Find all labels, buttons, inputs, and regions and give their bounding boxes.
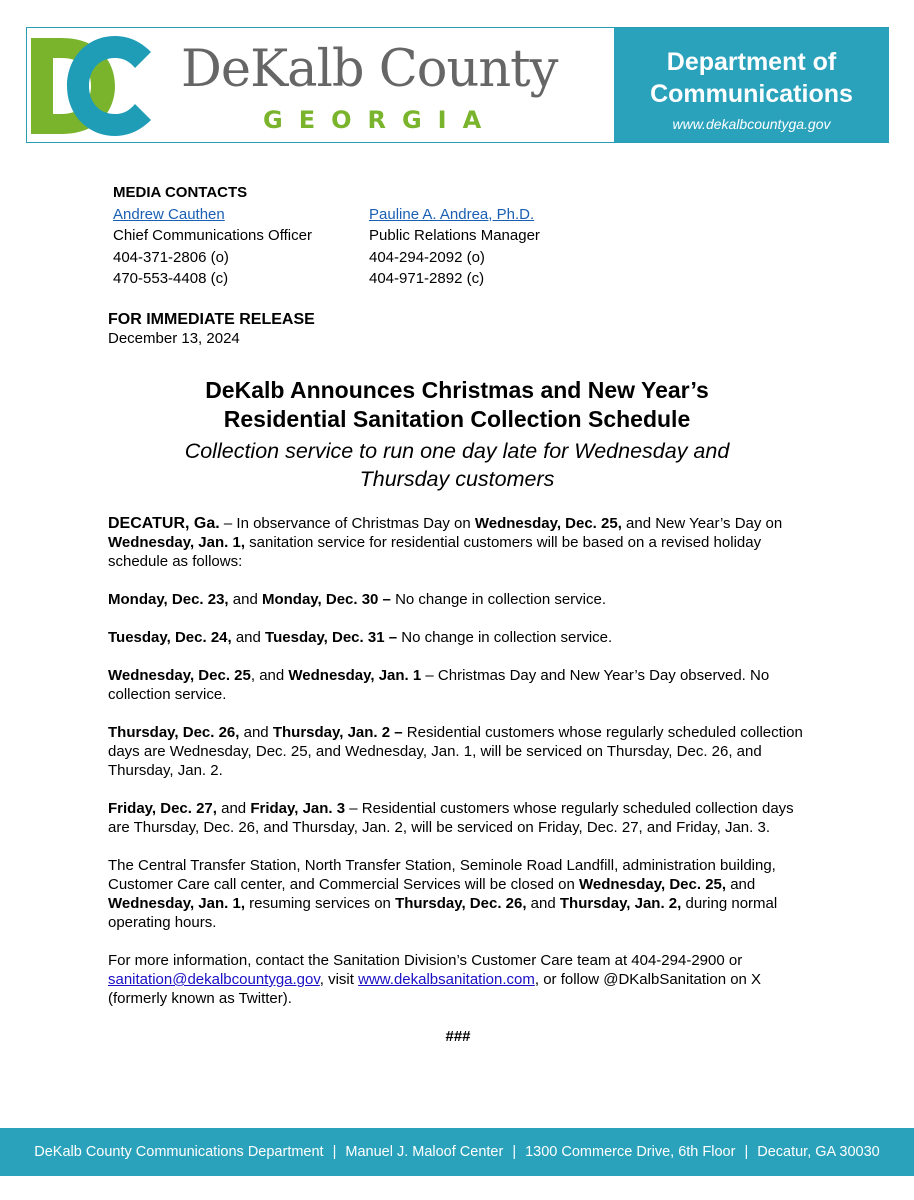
media-contacts-label: MEDIA CONTACTS <box>113 184 248 201</box>
contact-card <box>113 204 369 290</box>
county-name: DeKalb County <box>181 40 558 99</box>
contact-cell-phone: 404-971-2892 (c) <box>369 270 485 287</box>
county-logo <box>27 28 587 142</box>
schedule-item: Monday, Dec. 23, and Monday, Dec. 30 – No change in collection service. <box>108 591 607 608</box>
contact-office-phone: 404-294-2092 (o) <box>369 248 485 266</box>
headline-title <box>107 376 807 434</box>
contact-card <box>369 204 625 290</box>
letterhead <box>26 27 889 143</box>
sanitation-email-link[interactable]: sanitation@dekalbcountyga.gov <box>108 971 320 988</box>
footer-building: Manuel J. Maloof Center <box>345 1144 504 1160</box>
contact-cell-phone: 470-553-4408 (c) <box>113 270 229 287</box>
subtitle-line1: Collection service to run one day late for Wednesday and <box>184 439 730 463</box>
contact-name-link[interactable]: Andrew Cauthen <box>113 205 225 223</box>
department-banner <box>614 28 889 142</box>
headline <box>107 376 807 493</box>
subtitle-line2: Thursday customers <box>359 467 555 491</box>
media-contacts <box>113 182 625 290</box>
headline-line2: Residential Sanitation Collection Schedule <box>223 406 691 432</box>
department-title-line2: Communications <box>650 80 853 108</box>
intro-paragraph: DECATUR, Ga. – In observance of Christmas Day on Wednesday, Dec. 25, and New Year’s Day on Wednesday, Jan. 1, sanitation service for residential customers will be based on a revised holiday schedule as follows: <box>108 515 783 570</box>
release-info <box>108 310 315 348</box>
contact-name-link[interactable]: Pauline A. Andrea, Ph.D. <box>369 205 535 223</box>
end-mark: ### <box>445 1028 471 1045</box>
closures-paragraph: The Central Transfer Station, North Transfer Station, Seminole Road Landfill, administration building, Customer Care call center, and Commercial Services will be closed on Wednesday, Dec. 25, and Wednesday, Jan. 1, resuming services on Thursday, Dec. 26, and Thursday, Jan. 2, during normal operating hours. <box>108 857 778 931</box>
dc-logo-icon <box>31 34 153 136</box>
schedule-item: Friday, Dec. 27, and Friday, Jan. 3 – Residential customers whose regularly scheduled collection days are Thursday, Dec. 26, and Thursday, Jan. 2, will be serviced on Friday, Dec. 27, and Friday, Jan. 3. <box>108 800 794 836</box>
department-title <box>614 46 889 110</box>
schedule-item: Tuesday, Dec. 24, and Tuesday, Dec. 31 – No change in collection service. <box>108 629 613 646</box>
schedule-item: Thursday, Dec. 26, and Thursday, Jan. 2 – Residential customers whose regularly scheduled collection days are Wednesday, Dec. 25, and Wednesday, Jan. 1, will be serviced on Thursday, Dec. 26, and Thursday, Jan. 2. <box>108 724 803 779</box>
headline-line1: DeKalb Announces Christmas and New Year’s <box>205 377 709 403</box>
department-title-line1: Department of <box>666 48 837 76</box>
article-body <box>108 514 808 1046</box>
dateline: DECATUR, Ga. <box>108 515 220 532</box>
footer-separator: | <box>332 1144 337 1160</box>
footer-city: Decatur, GA 30030 <box>757 1144 880 1160</box>
footer-separator: | <box>512 1144 517 1160</box>
footer-separator: | <box>744 1144 749 1160</box>
release-label: FOR IMMEDIATE RELEASE <box>108 311 315 328</box>
info-paragraph: For more information, contact the Sanitation Division’s Customer Care team at 404-294-2900 or sanitation@dekalbcountyga.gov, visit www.dekalbsanitation.com, or follow @DKalbSanitation on X (formerly known as Twitter). <box>108 952 762 1007</box>
state-name: GEORGIA <box>263 106 498 134</box>
footer-bar <box>0 1128 914 1176</box>
department-website: www.dekalbcountyga.gov <box>672 116 831 132</box>
footer-department: DeKalb County Communications Department <box>34 1144 324 1160</box>
sanitation-website-link[interactable]: www.dekalbsanitation.com <box>358 971 535 988</box>
contact-office-phone: 404-371-2806 (o) <box>113 248 229 266</box>
schedule-item: Wednesday, Dec. 25, and Wednesday, Jan. 1 – Christmas Day and New Year’s Day observed. No collection service. <box>108 667 770 703</box>
release-date: December 13, 2024 <box>108 330 240 347</box>
contact-title: Public Relations Manager <box>369 227 540 244</box>
contact-title: Chief Communications Officer <box>113 227 312 244</box>
headline-subtitle <box>107 437 807 493</box>
footer-street: 1300 Commerce Drive, 6th Floor <box>525 1144 736 1160</box>
